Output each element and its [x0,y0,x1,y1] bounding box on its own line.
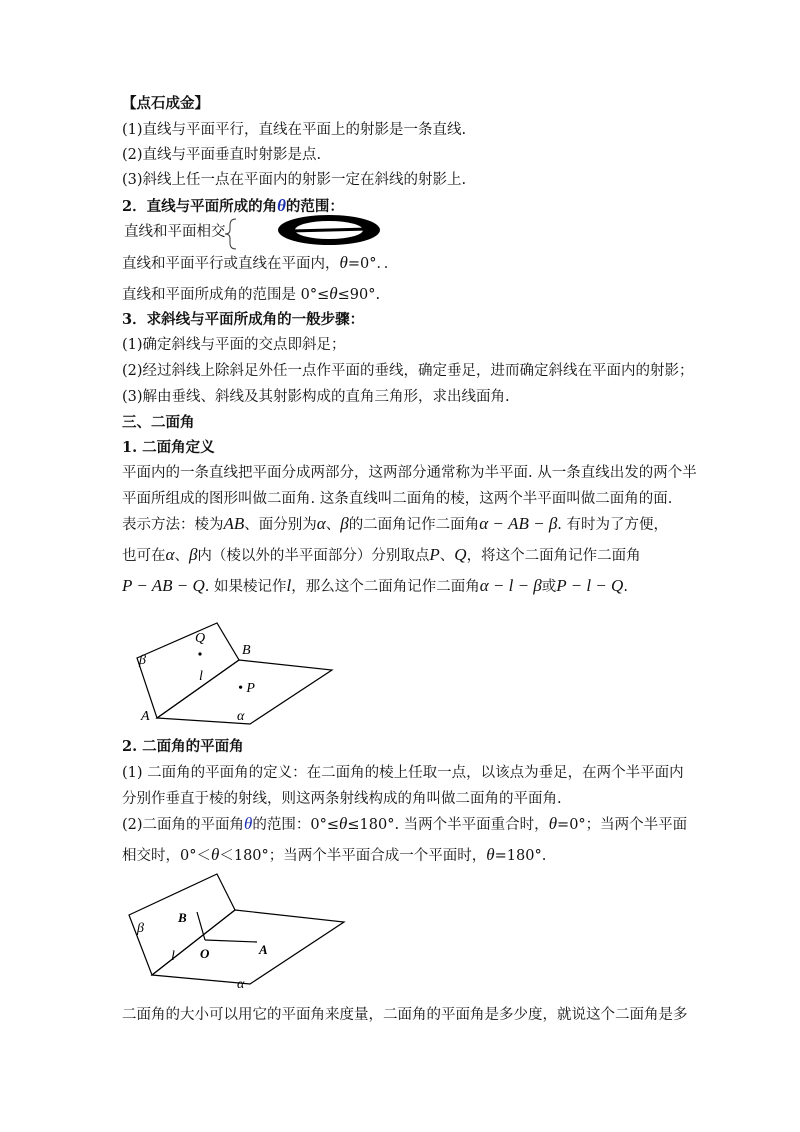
label-beta: β [137,921,144,936]
math-expr: P − AB − Q [122,576,205,595]
ray-OA [205,940,257,942]
dihedral-angle-figure [125,618,340,728]
closing-line: 二面角的大小可以用它的平面角来度量，二面角的平面角是多少度，就说这个二面角是多 [122,1007,688,1023]
text: ≤180°. 当两个半平面重合时， [347,817,549,833]
text: . 有时为了方便， [557,517,669,533]
text: . [623,579,628,595]
text: 直线和平面平行或直线在平面内， [122,256,340,272]
label-l: l [171,949,175,964]
title-text: 2．直线与平面所成的角 [122,198,278,215]
brace-icon [224,218,238,250]
range-line [122,284,380,305]
text: 表示方法：棱为 [122,517,224,533]
theta-symbol: θ [339,253,348,272]
text: 、 [439,548,455,564]
ray-OB [197,912,205,940]
notation-line-2 [122,545,641,566]
math-alpha: α [316,514,326,533]
label-beta: β [139,653,146,668]
math-expr: α − AB − β [479,514,558,533]
tip-item-3: (3)斜线上任一点在平面内的射影一定在斜线的射影上. [122,172,467,188]
text: 也可在 [122,548,166,564]
text: =0°．． [347,256,399,272]
step-1: (1)确定斜线与平面的交点即斜足； [122,337,346,353]
theta-symbol: θ [339,814,348,833]
subsection-definition: 1. 二面角定义 [122,439,215,456]
theta-symbol: θ [486,845,495,864]
step-2: (2)经过斜线上除斜足外任一点作平面的垂线，确定垂足，进而确定斜线在平面内的射影； [122,363,694,379]
label-l: l [199,669,203,684]
label-B: B [178,910,187,925]
math-P: P [429,545,440,564]
theta-symbol: θ [277,196,286,215]
plane-angle-line-1: (1) 二面角的平面角的定义：在二面角的棱上任取一点，以该点为垂足，在两个半平面内 [122,765,684,781]
label-alpha: α [237,977,245,992]
theta-symbol: θ [329,284,338,303]
label-Q: Q [195,631,206,646]
title-text: 的范围： [285,198,344,215]
text: ，那么这个二面角记作二面角 [291,579,480,595]
math-AB: AB [223,514,245,533]
text: . 如果棱记作 [204,579,287,595]
parallel-line [122,253,398,274]
subsection-plane-angle: 2. 二面角的平面角 [122,738,244,755]
label-P: • P [238,681,255,696]
text: 的二面角记作二面角 [348,517,480,533]
text: ＜180°；当两个半平面合成一个平面时， [219,848,487,864]
math-expr: P − l − Q [556,576,624,595]
tip-item-2: (2)直线与平面垂直时射影是点. [122,147,322,163]
section-title-tips: 【点石成金】 [122,95,209,112]
text: ，将这个二面角记作二面角 [466,548,641,564]
section-title-steps: 3．求斜线与平面所成角的一般步骤： [122,311,365,328]
step-3: (3)解由垂线、斜线及其射影构成的直角三角形，求出线面角. [122,389,510,405]
intersect-label: 直线和平面相交 [124,224,226,240]
theta-symbol: θ [244,814,253,833]
plane-angle-line-2: 分别作垂直于棱的射线，则这两条射线构成的角叫做二面角的平面角. [122,791,562,807]
text: 直线和平面所成角的范围是 0°≤ [122,287,330,303]
plane-angle-range-1 [122,814,687,835]
plane-angle-range-2 [122,845,546,866]
notation-line-1 [122,514,668,535]
math-l: l [286,576,292,595]
definition-line-1: 平面内的一条直线把平面分成两部分，这两部分通常称为半平面. 从一条直线出发的两个半 [122,465,697,481]
label-alpha: α [237,709,245,724]
math-alpha: α [165,545,175,564]
definition-line-2: 平面所组成的图形叫做二面角. 这条直线叫二面角的棱，这两个半平面叫做二面角的面. [122,491,673,507]
part-title-dihedral: 三、二面角 [122,414,195,431]
label-O: O [200,946,210,961]
text: ≤90°. [337,287,381,303]
label-A: A [259,942,268,957]
label-B: B [242,643,251,658]
theta-symbol: θ [548,814,558,833]
point-q-dot [198,652,201,655]
math-expr: α − l − β [479,576,542,595]
theta-ellipse-icon [277,214,381,246]
text: 内（棱以外的半平面部分）分别取点 [197,548,430,564]
text: (2)二面角的平面角 [122,817,245,833]
text: =180°. [494,848,547,864]
text: 、面分别为 [244,517,317,533]
text: 相交时，0°＜ [122,848,211,864]
plane-angle-figure [125,870,350,995]
math-Q: Q [454,545,467,564]
text: =0°；当两个半平面 [557,817,688,833]
text: 、 [174,548,189,564]
label-A: A [141,709,150,724]
math-beta: β [340,514,349,533]
theta-symbol: θ [210,845,220,864]
tip-item-1: (1)直线与平面平行，直线在平面上的射影是一条直线. [122,122,467,138]
math-beta: β [188,545,198,564]
text: 、 [325,517,341,533]
text: 的范围：0°≤ [252,817,340,833]
notation-line-3 [122,576,628,597]
text: 或 [541,579,557,595]
